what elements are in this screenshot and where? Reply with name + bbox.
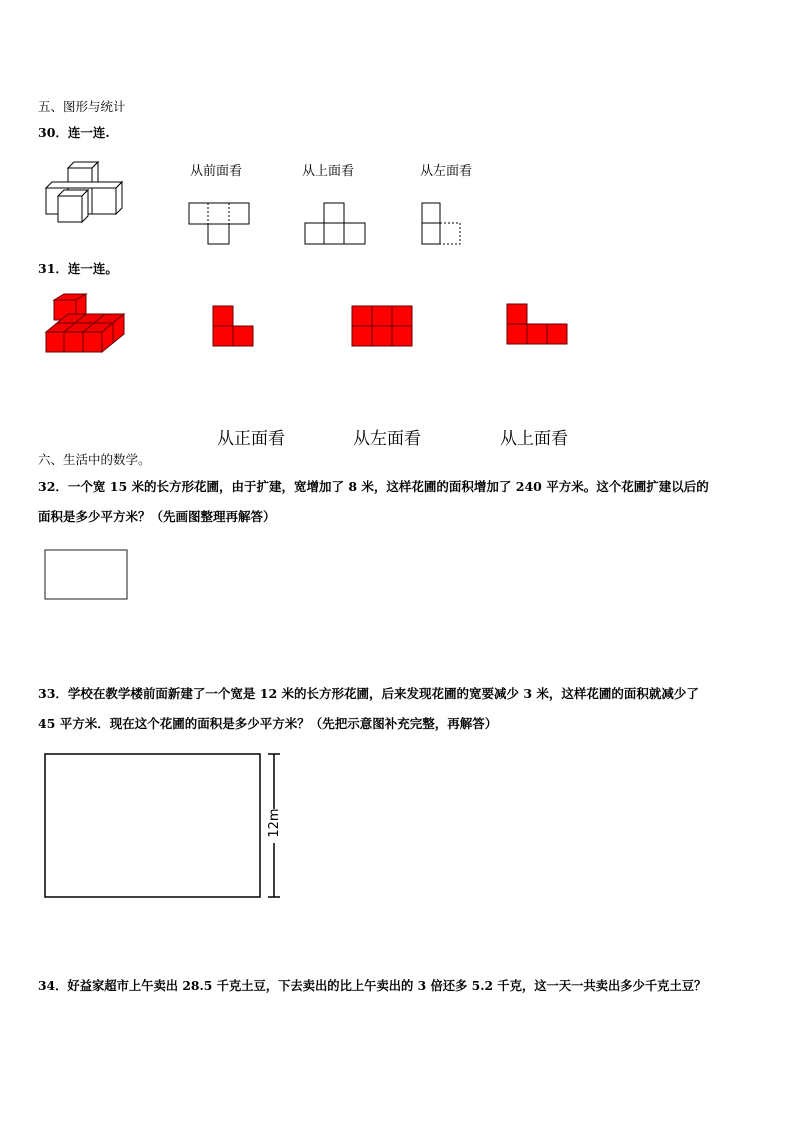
question-32-line1: 32．一个宽 15 米的长方形花圃，由于扩建，宽增加了 8 米，这样花圃的面积增加了 240 平方米。这个花圃扩建以后的 [38, 479, 709, 494]
q31-red-view-l-shape [212, 305, 256, 349]
q33-width-dimension-label: 12m [267, 808, 282, 838]
q31-red-cube-solid-figure [44, 294, 128, 354]
q30-view-left: 从左面看 [420, 164, 473, 179]
question-30-label: 30．连一连. [38, 125, 110, 140]
q31-view-front: 从正面看 [217, 429, 285, 449]
q31-red-view-long-l [506, 303, 570, 347]
section-title-shapes-statistics: 五、图形与统计 [38, 99, 126, 114]
q30-view-shape-inverted-t [304, 202, 368, 246]
q30-view-shape-t [188, 202, 252, 246]
question-34-text: 34．好益家超市上午卖出 28.5 千克土豆，下去卖出的比上午卖出的 3 倍还多 5.2 千克，这一天一共卖出多少千克土豆？ [38, 978, 707, 993]
q30-cube-solid-figure [40, 158, 140, 228]
question-32-line2: 面积是多少平方米？（先画图整理再解答） [38, 509, 276, 524]
section-title-life-math: 六、生活中的数学。 [38, 452, 151, 467]
question-33-line1: 33．学校在教学楼前面新建了一个宽是 12 米的长方形花圃，后来发现花圃的宽要减少 3 米，这样花圃的面积就减少了 [38, 686, 699, 701]
q31-red-view-rectangle [351, 305, 415, 349]
q33-garden-diagram [44, 751, 288, 901]
q31-view-top: 从上面看 [500, 429, 568, 449]
question-31-label: 31．连一连。 [38, 261, 118, 276]
q32-garden-rectangle [44, 549, 130, 603]
q30-view-front: 从前面看 [190, 164, 243, 179]
q30-view-top: 从上面看 [302, 164, 355, 179]
q31-view-left: 从左面看 [353, 429, 421, 449]
question-33-line2: 45 平方米．现在这个花圃的面积是多少平方米？（先把示意图补充完整，再解答） [38, 716, 498, 731]
q30-view-shape-l [421, 202, 465, 246]
